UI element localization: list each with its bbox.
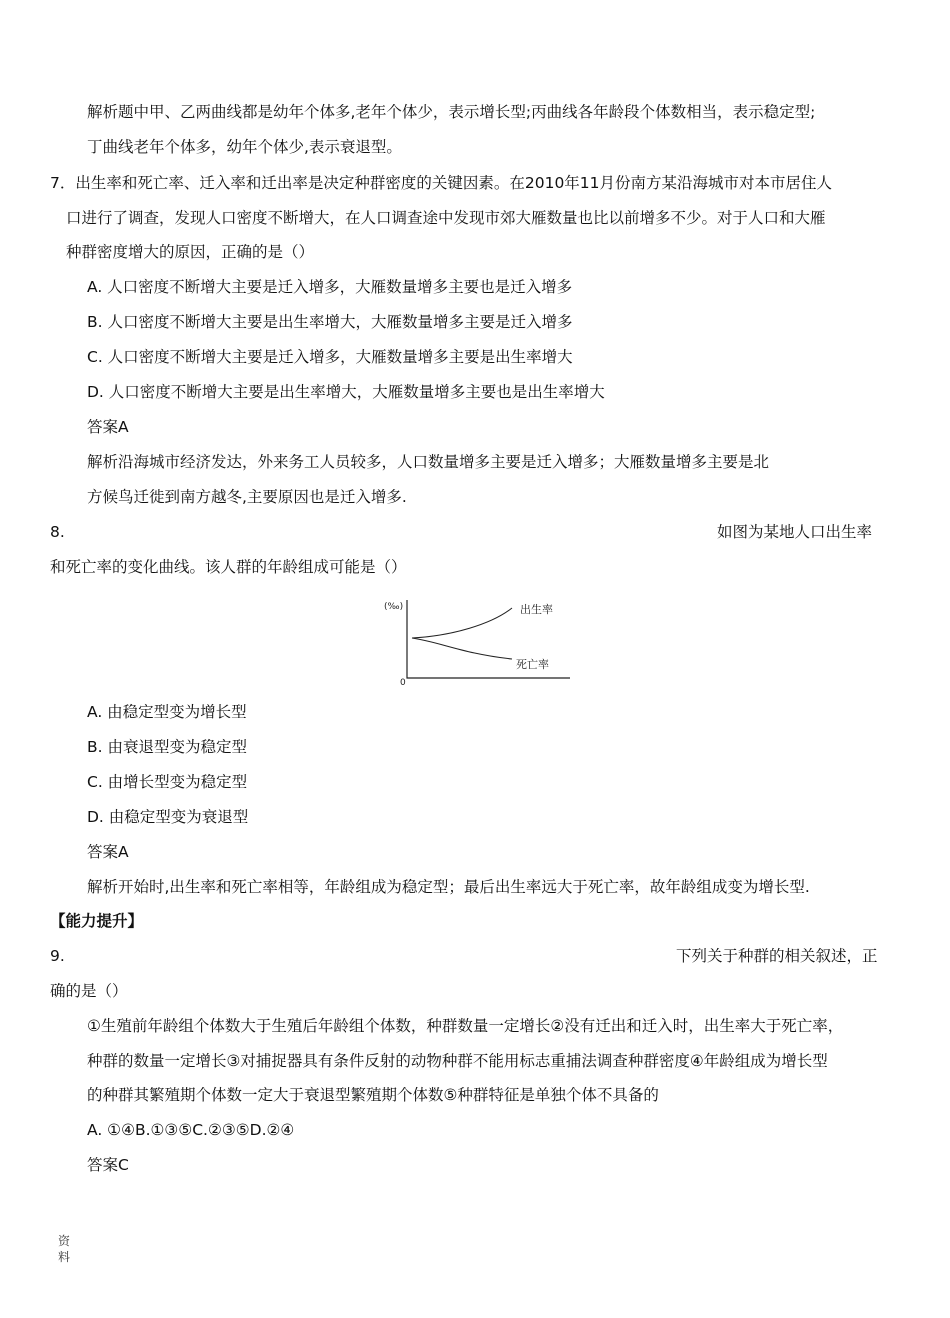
text-line: 丁曲线老年个体多，幼年个体少,表示衰退型。 (87, 138, 402, 156)
answer: 答案C (87, 1156, 129, 1174)
option-b: B. 人口密度不断增大主要是出生率增大，大雁数量增多主要是迁入增多 (87, 313, 573, 331)
text-line: 解析题中甲、乙两曲线都是幼年个体多,老年个体少，表示增长型;丙曲线各年龄段个体数相当，表示稳定型; (87, 103, 816, 121)
side-note-2: 料 (58, 1250, 71, 1264)
birth-death-rate-figure (382, 596, 572, 688)
question-8-line: 和死亡率的变化曲线。该人群的年龄组成可能是（） (50, 558, 407, 576)
question-8-number: 8. (50, 523, 65, 541)
death-rate-label: 死亡率 (516, 658, 549, 671)
option-d: D. 人口密度不断增大主要是出生率增大，大雁数量增多主要也是出生率增大 (87, 383, 605, 401)
answer: 答案A (87, 418, 129, 436)
analysis: 解析开始时,出生率和死亡率相等，年龄组成为稳定型；最后出生率远大于死亡率，故年龄组成变为增长型. (87, 878, 810, 896)
death-rate-curve (412, 638, 512, 659)
analysis: 解析沿海城市经济发达，外来务工人员较多，人口数量增多主要是迁入增多；大雁数量增多主要是北 (87, 453, 770, 471)
y-axis-unit: (‰) (384, 602, 404, 612)
analysis: 方候鸟迁徙到南方越冬,主要原因也是迁入增多. (87, 488, 407, 506)
statement-line: 种群的数量一定增长③对捕捉器具有条件反射的动物种群不能用标志重捕法调查种群密度④年龄组成为增长型 (87, 1052, 828, 1070)
question-9-line: 确的是（） (50, 982, 128, 1000)
question-9-number: 9. (50, 947, 65, 965)
options-line: A. ①④B.①③⑤C.②③⑤D.②④ (87, 1121, 295, 1139)
text-line: 口进行了调查，发现人口密度不断增大，在人口调查途中发现市郊大雁数量也比以前增多不少。对于人口和大雁 (66, 209, 826, 227)
side-note-1: 资 (58, 1234, 71, 1248)
question-9-line: 下列关于种群的相关叙述，正 (676, 947, 878, 965)
option-d: D. 由稳定型变为衰退型 (87, 808, 249, 826)
text-line: 种群密度增大的原因，正确的是（） (66, 243, 315, 261)
birth-rate-label: 出生率 (520, 603, 553, 616)
origin-label: 0 (400, 678, 406, 688)
birth-rate-curve (412, 608, 512, 638)
answer: 答案A (87, 843, 129, 861)
option-c: C. 人口密度不断增大主要是迁入增多，大雁数量增多主要是出生率增大 (87, 348, 573, 366)
option-c: C. 由增长型变为稳定型 (87, 773, 248, 791)
question-8-line: 如图为某地人口出生率 (717, 523, 873, 541)
statement-line: 的种群其繁殖期个体数一定大于衰退型繁殖期个体数⑤种群特征是单独个体不具备的 (87, 1086, 659, 1104)
option-a: A. 人口密度不断增大主要是迁入增多，大雁数量增多主要也是迁入增多 (87, 278, 573, 296)
statement-line: ①生殖前年龄组个体数大于生殖后年龄组个体数，种群数量一定增长②没有迁出和迁入时，出生率大于死亡率， (87, 1017, 844, 1035)
section-heading: 【能力提升】 (50, 912, 144, 930)
option-b: B. 由衰退型变为稳定型 (87, 738, 247, 756)
option-a: A. 由稳定型变为增长型 (87, 703, 247, 721)
question-7-line: 7．出生率和死亡率、迁入率和迁出率是决定种群密度的关键因素。在2010年11月份南方某沿海城市对本市居住人 (50, 174, 833, 192)
